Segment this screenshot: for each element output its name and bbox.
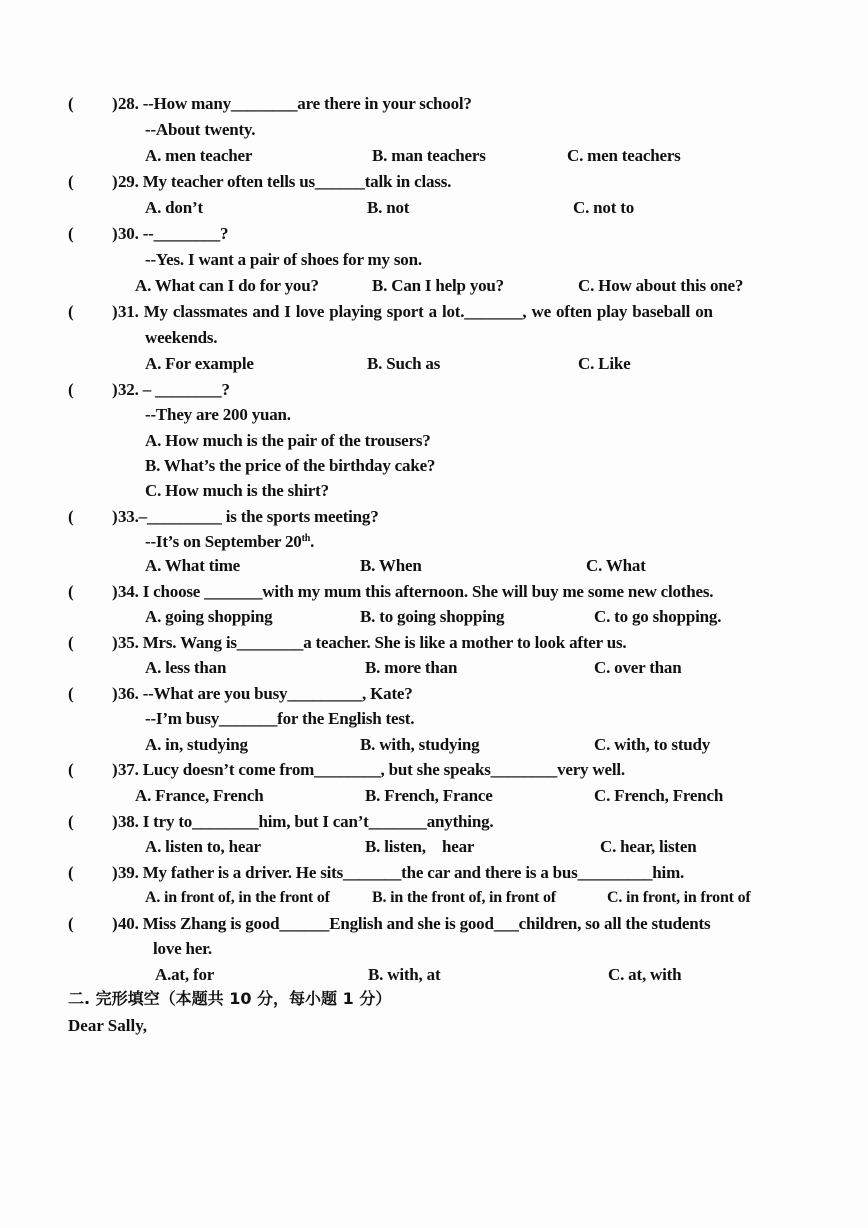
option-b[interactable]: B. What’s the price of the birthday cake? (145, 456, 436, 475)
question-40-line-2 (0, 936, 868, 962)
answer-paren-open[interactable]: ( (68, 633, 74, 652)
option-b[interactable]: B. Can I help you? (372, 276, 504, 295)
question-29-line-1 (0, 169, 868, 195)
question-31-options (0, 351, 868, 377)
answer-paren-close: ) (112, 302, 118, 321)
question-28-line-1 (0, 91, 868, 117)
question-28-options (0, 143, 868, 169)
option-b[interactable]: B. in the front of, in front of (372, 889, 556, 906)
answer-paren-close: ) (112, 812, 118, 831)
question-31-stem-cont: weekends. (145, 328, 218, 347)
option-c[interactable]: C. in front, in front of (607, 889, 751, 906)
answer-paren-open[interactable]: ( (68, 224, 74, 243)
question-38-stem: 38. I try to________him, but I can’t_______anything. (118, 812, 494, 831)
question-37-line-1 (0, 757, 868, 783)
option-a[interactable]: A. men teacher (145, 146, 253, 165)
question-31-line-2 (0, 325, 868, 351)
option-a[interactable]: A. France, French (135, 786, 264, 805)
option-c[interactable]: C. Like (578, 354, 631, 373)
option-c[interactable]: C. not to (573, 198, 635, 217)
question-36-stem: 36. --What are you busy_________, Kate? (118, 684, 413, 703)
answer-paren-open[interactable]: ( (68, 812, 74, 831)
question-36-options (0, 732, 868, 758)
answer-paren-open[interactable]: ( (68, 380, 74, 399)
question-39-stem: 39. My father is a driver. He sits_______the car and there is a bus_________him. (118, 863, 685, 882)
option-b[interactable]: B. listen, hear (365, 837, 475, 856)
option-c[interactable]: C. French, French (594, 786, 724, 805)
option-a[interactable]: A. don’t (145, 198, 203, 217)
answer-paren-open[interactable]: ( (68, 94, 74, 113)
question-32-line-1 (0, 377, 868, 403)
option-a[interactable]: A. going shopping (145, 607, 273, 626)
question-40-line-1 (0, 911, 868, 937)
answer-paren-close: ) (112, 633, 118, 652)
question-37-options (0, 783, 868, 809)
question-39-line-1 (0, 860, 868, 886)
option-c[interactable]: C. at, with (608, 965, 682, 984)
question-34-line-1 (0, 579, 868, 605)
option-a[interactable]: A. What can I do for you? (135, 276, 319, 295)
option-b[interactable]: B. not (367, 198, 410, 217)
question-35-options (0, 655, 868, 681)
question-31-line-1 (0, 299, 868, 325)
question-33-stem: 33.–_________ is the sports meeting? (118, 507, 379, 526)
question-32-line-2 (0, 402, 868, 428)
question-40-stem: 40. Miss Zhang is good______English and she is good___children, so all the students (118, 914, 711, 933)
question-32-reply: --They are 200 yuan. (145, 405, 291, 424)
question-40-stem-cont: love her. (153, 939, 212, 958)
option-c[interactable]: C. What (586, 556, 646, 575)
question-29-stem: 29. My teacher often tells us______talk in class. (118, 172, 452, 191)
question-37-stem: 37. Lucy doesn’t come from________, but she speaks________very well. (118, 760, 625, 779)
option-a[interactable]: A. in front of, in the front of (145, 889, 330, 906)
question-32-stem: 32. – ________? (118, 380, 230, 399)
answer-paren-open[interactable]: ( (68, 863, 74, 882)
option-a[interactable]: A. What time (145, 556, 241, 575)
option-b[interactable]: B. man teachers (372, 146, 486, 165)
answer-paren-open[interactable]: ( (68, 507, 74, 526)
question-34-options (0, 604, 868, 630)
question-33-reply-end: . (310, 532, 315, 551)
option-a[interactable]: A.at, for (155, 965, 215, 984)
option-a[interactable]: A. How much is the pair of the trousers? (145, 431, 431, 450)
question-30-options (0, 273, 868, 299)
option-b[interactable]: B. to going shopping (360, 607, 505, 626)
answer-paren-close: ) (112, 684, 118, 703)
question-32-option-b-line (0, 453, 868, 479)
question-33-line-1 (0, 504, 868, 530)
option-c[interactable]: C. to go shopping. (594, 607, 722, 626)
answer-paren-open[interactable]: ( (68, 914, 74, 933)
option-a[interactable]: A. in, studying (145, 735, 248, 754)
option-c[interactable]: C. over than (594, 658, 682, 677)
option-c[interactable]: C. How about this one? (578, 276, 744, 295)
question-30-stem: 30. --________? (118, 224, 229, 243)
option-b[interactable]: B. more than (365, 658, 458, 677)
option-c[interactable]: C. men teachers (567, 146, 681, 165)
question-40-options (0, 962, 868, 988)
question-36-line-2 (0, 706, 868, 732)
answer-paren-close: ) (112, 507, 118, 526)
question-28-line-2 (0, 117, 868, 143)
question-28-stem: 28. --How many________are there in your school? (118, 94, 472, 113)
question-34-stem: 34. I choose _______with my mum this afternoon. She will buy me some new clothes. (118, 582, 714, 601)
question-39-options (0, 885, 868, 911)
answer-paren-close: ) (112, 914, 118, 933)
option-c[interactable]: C. hear, listen (600, 837, 697, 856)
option-b[interactable]: B. with, studying (360, 735, 480, 754)
answer-paren-open[interactable]: ( (68, 172, 74, 191)
question-38-options (0, 834, 868, 860)
question-35-stem: 35. Mrs. Wang is________a teacher. She is like a mother to look after us. (118, 633, 627, 652)
option-c[interactable]: C. with, to study (594, 735, 711, 754)
question-32-option-c-line (0, 478, 868, 504)
answer-paren-open[interactable]: ( (68, 302, 74, 321)
option-a[interactable]: A. listen to, hear (145, 837, 261, 856)
question-33-options (0, 553, 868, 579)
answer-paren-close: ) (112, 172, 118, 191)
letter-greeting: Dear Sally, (68, 1016, 148, 1035)
question-35-line-1 (0, 630, 868, 656)
question-33-reply-main: --It’s on September 20 (145, 532, 302, 551)
question-38-line-1 (0, 809, 868, 835)
question-29-options (0, 195, 868, 221)
section-heading: 二. 完形填空（本题共 10 分，每小题 1 分） (68, 989, 392, 1008)
question-30-reply: --Yes. I want a pair of shoes for my son. (145, 250, 422, 269)
answer-paren-close: ) (112, 224, 118, 243)
answer-paren-close: ) (112, 760, 118, 779)
answer-paren-open[interactable]: ( (68, 684, 74, 703)
answer-paren-open[interactable]: ( (68, 582, 74, 601)
option-b[interactable]: B. French, France (365, 786, 493, 805)
question-36-reply: --I’m busy_______for the English test. (145, 709, 415, 728)
question-33-line-2 (0, 529, 868, 555)
option-b[interactable]: B. with, at (368, 965, 441, 984)
question-36-line-1 (0, 681, 868, 707)
option-b[interactable]: B. When (360, 556, 422, 575)
question-32-option-a-line (0, 428, 868, 454)
option-a[interactable]: A. For example (145, 354, 254, 373)
option-a[interactable]: A. less than (145, 658, 227, 677)
option-c[interactable]: C. How much is the shirt? (145, 481, 329, 500)
question-30-line-2 (0, 247, 868, 273)
option-b[interactable]: B. Such as (367, 354, 441, 373)
answer-paren-close: ) (112, 582, 118, 601)
ordinal-suffix: th (301, 533, 311, 544)
answer-paren-open[interactable]: ( (68, 760, 74, 779)
question-31-stem: 31. My classmates and I love playing sport a lot._______, we often play baseball on (118, 302, 713, 321)
answer-paren-close: ) (112, 380, 118, 399)
answer-paren-close: ) (112, 863, 118, 882)
question-33-reply (145, 529, 314, 555)
question-30-line-1 (0, 221, 868, 247)
question-28-reply: --About twenty. (145, 120, 256, 139)
answer-paren-close: ) (112, 94, 118, 113)
